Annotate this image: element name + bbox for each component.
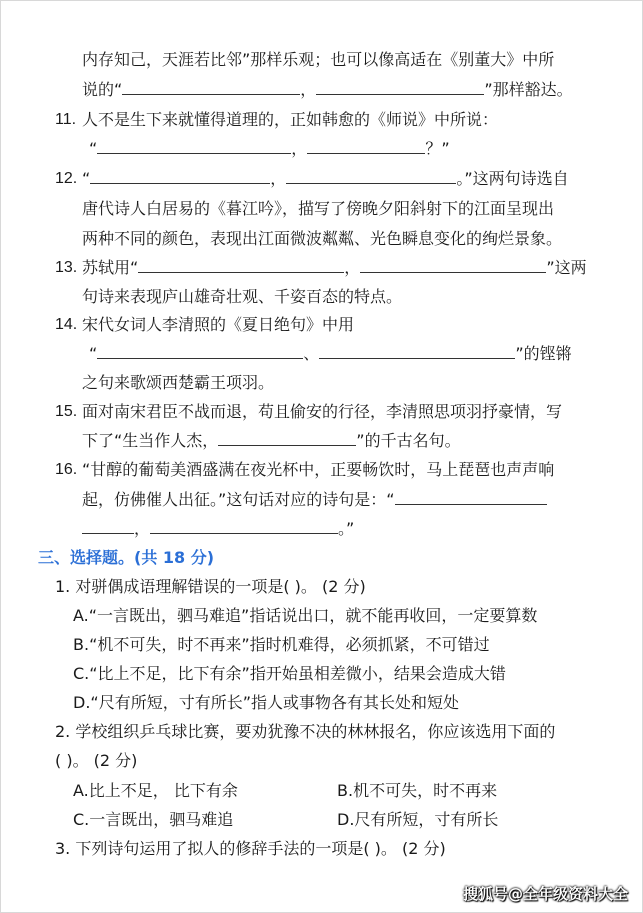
q13-text-a: 苏轼用“ [82,258,139,277]
q13-line1 [82,257,587,279]
q12-number: 12. [55,170,78,187]
q14-blank-2[interactable] [319,343,515,359]
q12-line1 [82,168,569,190]
q10-text-c: ”那样豁达。 [484,80,573,99]
q14-line1: 宋代女词人李清照的《夏日绝句》中用 [82,315,355,334]
q12-text-b: ， [270,169,287,188]
q11-line2 [89,138,450,160]
q14-text-c: ”的铿锵 [515,344,572,363]
q16-text-b: ， [134,519,151,538]
q13-number: 13. [55,259,78,276]
q16-line1: “甘醇的葡萄美酒盛满在夜光杯中，正要畅饮时，马上琵琶也声声响 [82,460,555,479]
q10-blank-2[interactable] [316,79,484,95]
q13-line2: 句诗来表现庐山雄奇壮观、千姿百态的特点。 [82,287,403,306]
mc2-stem-cont: ( )。 (2 分) [55,751,138,770]
q13-text-b: ， [344,258,361,277]
q16-blank-3[interactable] [150,518,338,534]
q11-blank-1[interactable] [97,138,291,154]
q16-text-c: 。” [338,519,355,538]
q12-line2: 唐代诗人白居易的《暮江吟》，描写了傍晚夕阳斜射下的江面呈现出 [82,199,555,218]
q13-blank-2[interactable] [360,257,546,273]
q12-blank-1[interactable] [90,168,270,184]
q15-number: 15. [55,403,78,420]
q11-text-a: “ [89,139,98,158]
q12-text-c: 。”这两句诗选自 [456,169,569,188]
mc2-stem: 2. 学校组织乒乓球比赛，要劝犹豫不决的林林报名，你应该选用下面的 [55,722,556,741]
q16-blank-1[interactable] [395,489,547,505]
q10-text-b: ， [300,80,317,99]
q14-number: 14. [55,316,78,333]
q10-text-a: 说的“ [82,80,123,99]
mc2-option-a[interactable]: A.比上不足， 比下有余 [73,781,238,800]
q10-blank-1[interactable] [122,79,300,95]
mc2-option-b[interactable]: B.机不可失，时不再来 [337,781,498,800]
mc3-stem: 3. 下列诗句运用了拟人的修辞手法的一项是( )。 (2 分) [55,839,446,858]
q14-text-b: 、 [303,344,320,363]
q15-line1: 面对南宋君臣不战而退，苟且偷安的行径，李清照思项羽抒豪情，写 [82,402,563,421]
q14-blank-1[interactable] [97,343,303,359]
mc2-option-c[interactable]: C.一言既出，驷马难追 [73,810,234,829]
watermark: 搜狐号@全年级资料大全 [462,885,628,903]
q16-text-a: 起，仿佛催人出征。”这句话对应的诗句是：“ [82,490,395,509]
q16-line2 [82,489,547,511]
q14-text-a: “ [89,344,98,363]
mc2-option-d[interactable]: D.尺有所短，寸有所长 [337,810,499,829]
q10-line2 [82,79,573,101]
q11-blank-2[interactable] [307,138,425,154]
q11-text-b: ， [291,139,308,158]
q16-line3 [82,518,354,540]
q12-text-a: “ [82,169,91,188]
mc1-stem: 1. 对骈偶成语理解错误的一项是( )。 (2 分) [55,577,366,596]
q13-text-c: ”这两 [546,258,587,277]
mc1-option-a[interactable]: A.“一言既出，驷马难追”指话说出口，就不能再收回，一定要算数 [73,606,538,625]
q14-line3: 之句来歌颂西楚霸王项羽。 [82,373,275,392]
q15-line2 [82,430,461,452]
q13-blank-1[interactable] [138,257,344,273]
q14-line2 [89,343,572,365]
section-3-title: 三、选择题。(共 18 分) [38,548,215,567]
mc1-option-d[interactable]: D.“尺有所短，寸有所长”指人或事物各有其长处和短处 [73,693,459,712]
q15-blank-1[interactable] [218,430,356,446]
q10-line1: 内存知己，天涯若比邻”那样乐观；也可以像高适在《别董大》中所 [82,50,555,69]
q11-line1: 人不是生下来就懂得道理的，正如韩愈的《师说》中所说： [82,110,499,129]
q16-blank-2[interactable] [82,518,134,534]
q16-number: 16. [55,461,78,478]
q11-text-c: ？” [425,139,450,158]
q12-blank-2[interactable] [286,168,456,184]
q15-text-a: 下了“生当作人杰， [82,431,219,450]
q12-line3: 两种不同的颜色，表现出江面微波粼粼、光色瞬息变化的绚烂景象。 [82,229,563,248]
q11-number: 11. [55,111,77,128]
q15-text-b: ”的千古名句。 [356,431,461,450]
mc1-option-b[interactable]: B.“机不可失，时不再来”指时机难得，必须抓紧，不可错过 [73,635,490,654]
mc1-option-c[interactable]: C.“比上不足，比下有余”指开始虽相差微小，结果会造成大错 [73,664,506,683]
